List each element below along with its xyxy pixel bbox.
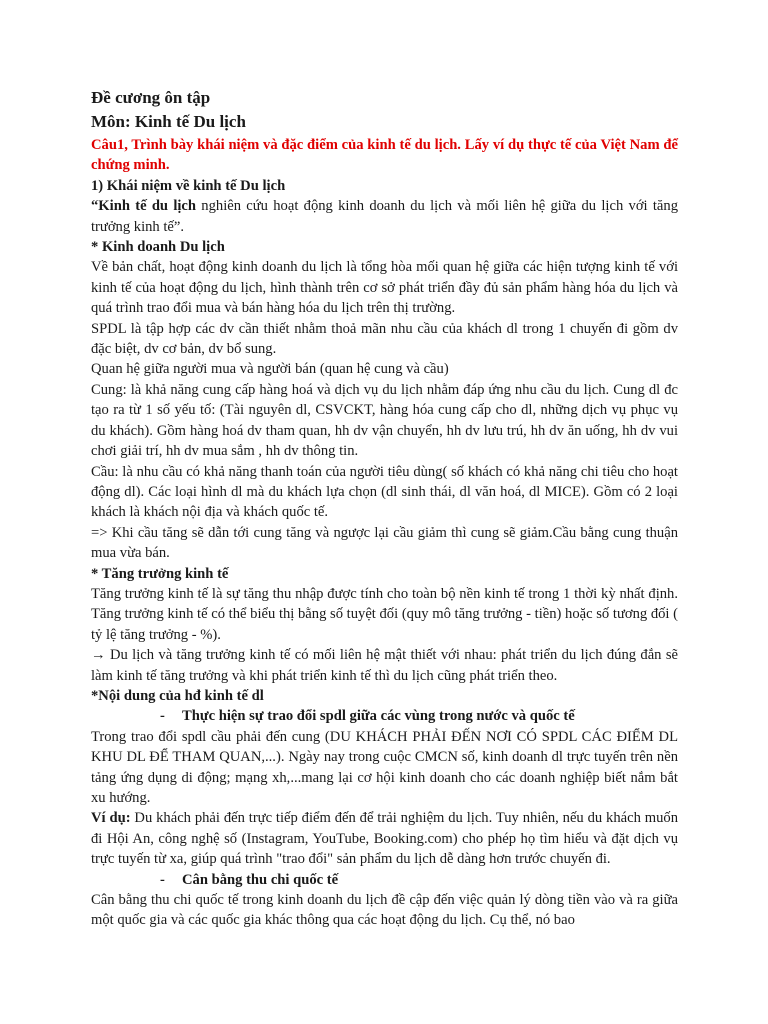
section-heading-concept: 1) Khái niệm về kinh tế Du lịch	[91, 177, 286, 194]
document-page	[91, 86, 678, 931]
bullet-exchange	[91, 706, 678, 726]
subject-heading: Môn: Kinh tế Du lịch	[91, 112, 246, 131]
heading-economic-growth: * Tăng trưởng kinh tế	[91, 565, 229, 582]
bullet-exchange-title: Thực hiện sự trao đổi spdl giữa các vùng trong nước và quốc tế	[182, 708, 575, 725]
paragraph-example	[91, 808, 678, 869]
example-label: Ví dụ:	[91, 810, 131, 827]
paragraph-spdl: SPDL là tập hợp các dv cần thiết nhằm thoả mãn nhu cầu của khách dl trong 1 chuyến đi gồm dv đặc biệt, dv cơ bản, dv bổ sung.	[91, 320, 678, 358]
bullet-dash: -	[160, 871, 165, 888]
bullet-balance	[91, 870, 678, 890]
paragraph-demand: Cầu: là nhu cầu có khả năng thanh toán của người tiêu dùng( số khách có khả năng chi tiêu cho hoạt động dl). Các loại hình dl mà du khách lựa chọn (dl sinh thái, dl văn hoá, dl MICE). Gồm có 2 loại khách là khách nội địa và khách quốc tế.	[91, 463, 678, 521]
paragraph-nature: Về bản chất, hoạt động kinh doanh du lịch là tổng hòa mối quan hệ giữa các hiện tượng kinh tế với kinh tế của hoạt động du lịch, hình thành trên cơ sở phát triển đầy đủ sản phẩm hàng hóa du lịch và quá trình trao đổi mua và bán hàng hóa du lịch trên thị trường.	[91, 259, 678, 317]
paragraph-conclusion-supply-demand: => Khi cầu tăng sẽ dẫn tới cung tăng và ngược lại cầu giảm thì cung sẽ giảm.Cầu bằng cung thuận mua vừa bán.	[91, 524, 678, 562]
example-text: Du khách phải đến trực tiếp điểm đến để trải nghiệm du lịch. Tuy nhiên, nếu du khách muốn đi Hội An, công nghệ số (Instagram, YouTube, Booking.com) cho phép họ tìm hiểu và đặt dịch vụ trực tuyến từ xa, giúp quá trình "trao đổi" sản phẩm du lịch dễ dàng hơn trước chuyến đi.	[91, 810, 678, 868]
paragraph-tourism-growth-link: → Du lịch và tăng trưởng kinh tế có mối liên hệ mật thiết với nhau: phát triển du lịch đúng đắn sẽ làm kinh tế tăng trưởng và khi phát triển kinh tế thì du lịch cũng phát triển theo.	[91, 647, 678, 684]
bullet-dash: -	[160, 708, 165, 725]
bullet-balance-title: Cân bằng thu chi quốc tế	[182, 871, 339, 888]
paragraph-supply: Cung: là khả năng cung cấp hàng hoá và dịch vụ du lịch nhằm đáp ứng nhu cầu du lịch. Cung dl đc tạo ra từ 1 số yếu tố: (Tài nguyên dl, CSVCKT, hàng hóa cung cấp cho dl, những dịch vụ phục vụ du khách). Gồm hàng hoá dv tham quan, hh dv vận chuyển, hh dv lưu trú, hh dv ăn uống, hh dv vui chơi giải trí, hh dv mua sắm , hh dv thông tin.	[91, 381, 678, 460]
definition-text: nghiên cứu hoạt động kinh doanh du lịch và mối liên hệ giữa du lịch với tăng trưởng kinh tế”.	[91, 198, 679, 235]
definition-term: “Kinh tế du lịch	[91, 198, 197, 215]
question-heading: Câu1, Trình bày khái niệm và đặc điểm của kinh tế du lịch. Lấy ví dụ thực tế của Việt Nam để chứng minh.	[91, 137, 678, 174]
paragraph-buyer-seller: Quan hệ giữa người mua và người bán (quan hệ cung và cầu)	[91, 361, 449, 378]
definition-paragraph	[91, 196, 678, 237]
paragraph-exchange: Trong trao đổi spdl cầu phải đến cung (DU KHÁCH PHẢI ĐẾN NƠI CÓ SPDL CÁC ĐIỂM DL KHU DL ĐỂ THAM QUAN,...). Ngày nay trong cuộc CMCN số, kinh doanh dl trực tuyến trên nền tảng ứng dụng di động; mạng xh,...mang lại cơ hội kinh doanh cho các doanh nghiệp biết nắm bắt xu hướng.	[91, 728, 678, 806]
heading-content: *Nội dung của hđ kinh tế dl	[91, 687, 264, 704]
document-title: Đề cương ôn tập	[91, 88, 211, 107]
paragraph-balance: Cân bằng thu chi quốc tế trong kinh doanh du lịch đề cập đến việc quản lý dòng tiền vào và ra giữa một quốc gia và các quốc gia khác thông qua các hoạt động du lịch. Cụ thể, nó bao	[91, 892, 678, 929]
paragraph-economic-growth: Tăng trưởng kinh tế là sự tăng thu nhập được tính cho toàn bộ nền kinh tế trong 1 thời kỳ nhất định. Tăng trưởng kinh tế có thể biểu thị bằng số tuyệt đối (quy mô tăng trưởng - tiền) hoặc số tương đối ( tỷ lệ tăng trưởng - %).	[91, 585, 678, 643]
heading-tourism-business: * Kinh doanh Du lịch	[91, 239, 225, 256]
